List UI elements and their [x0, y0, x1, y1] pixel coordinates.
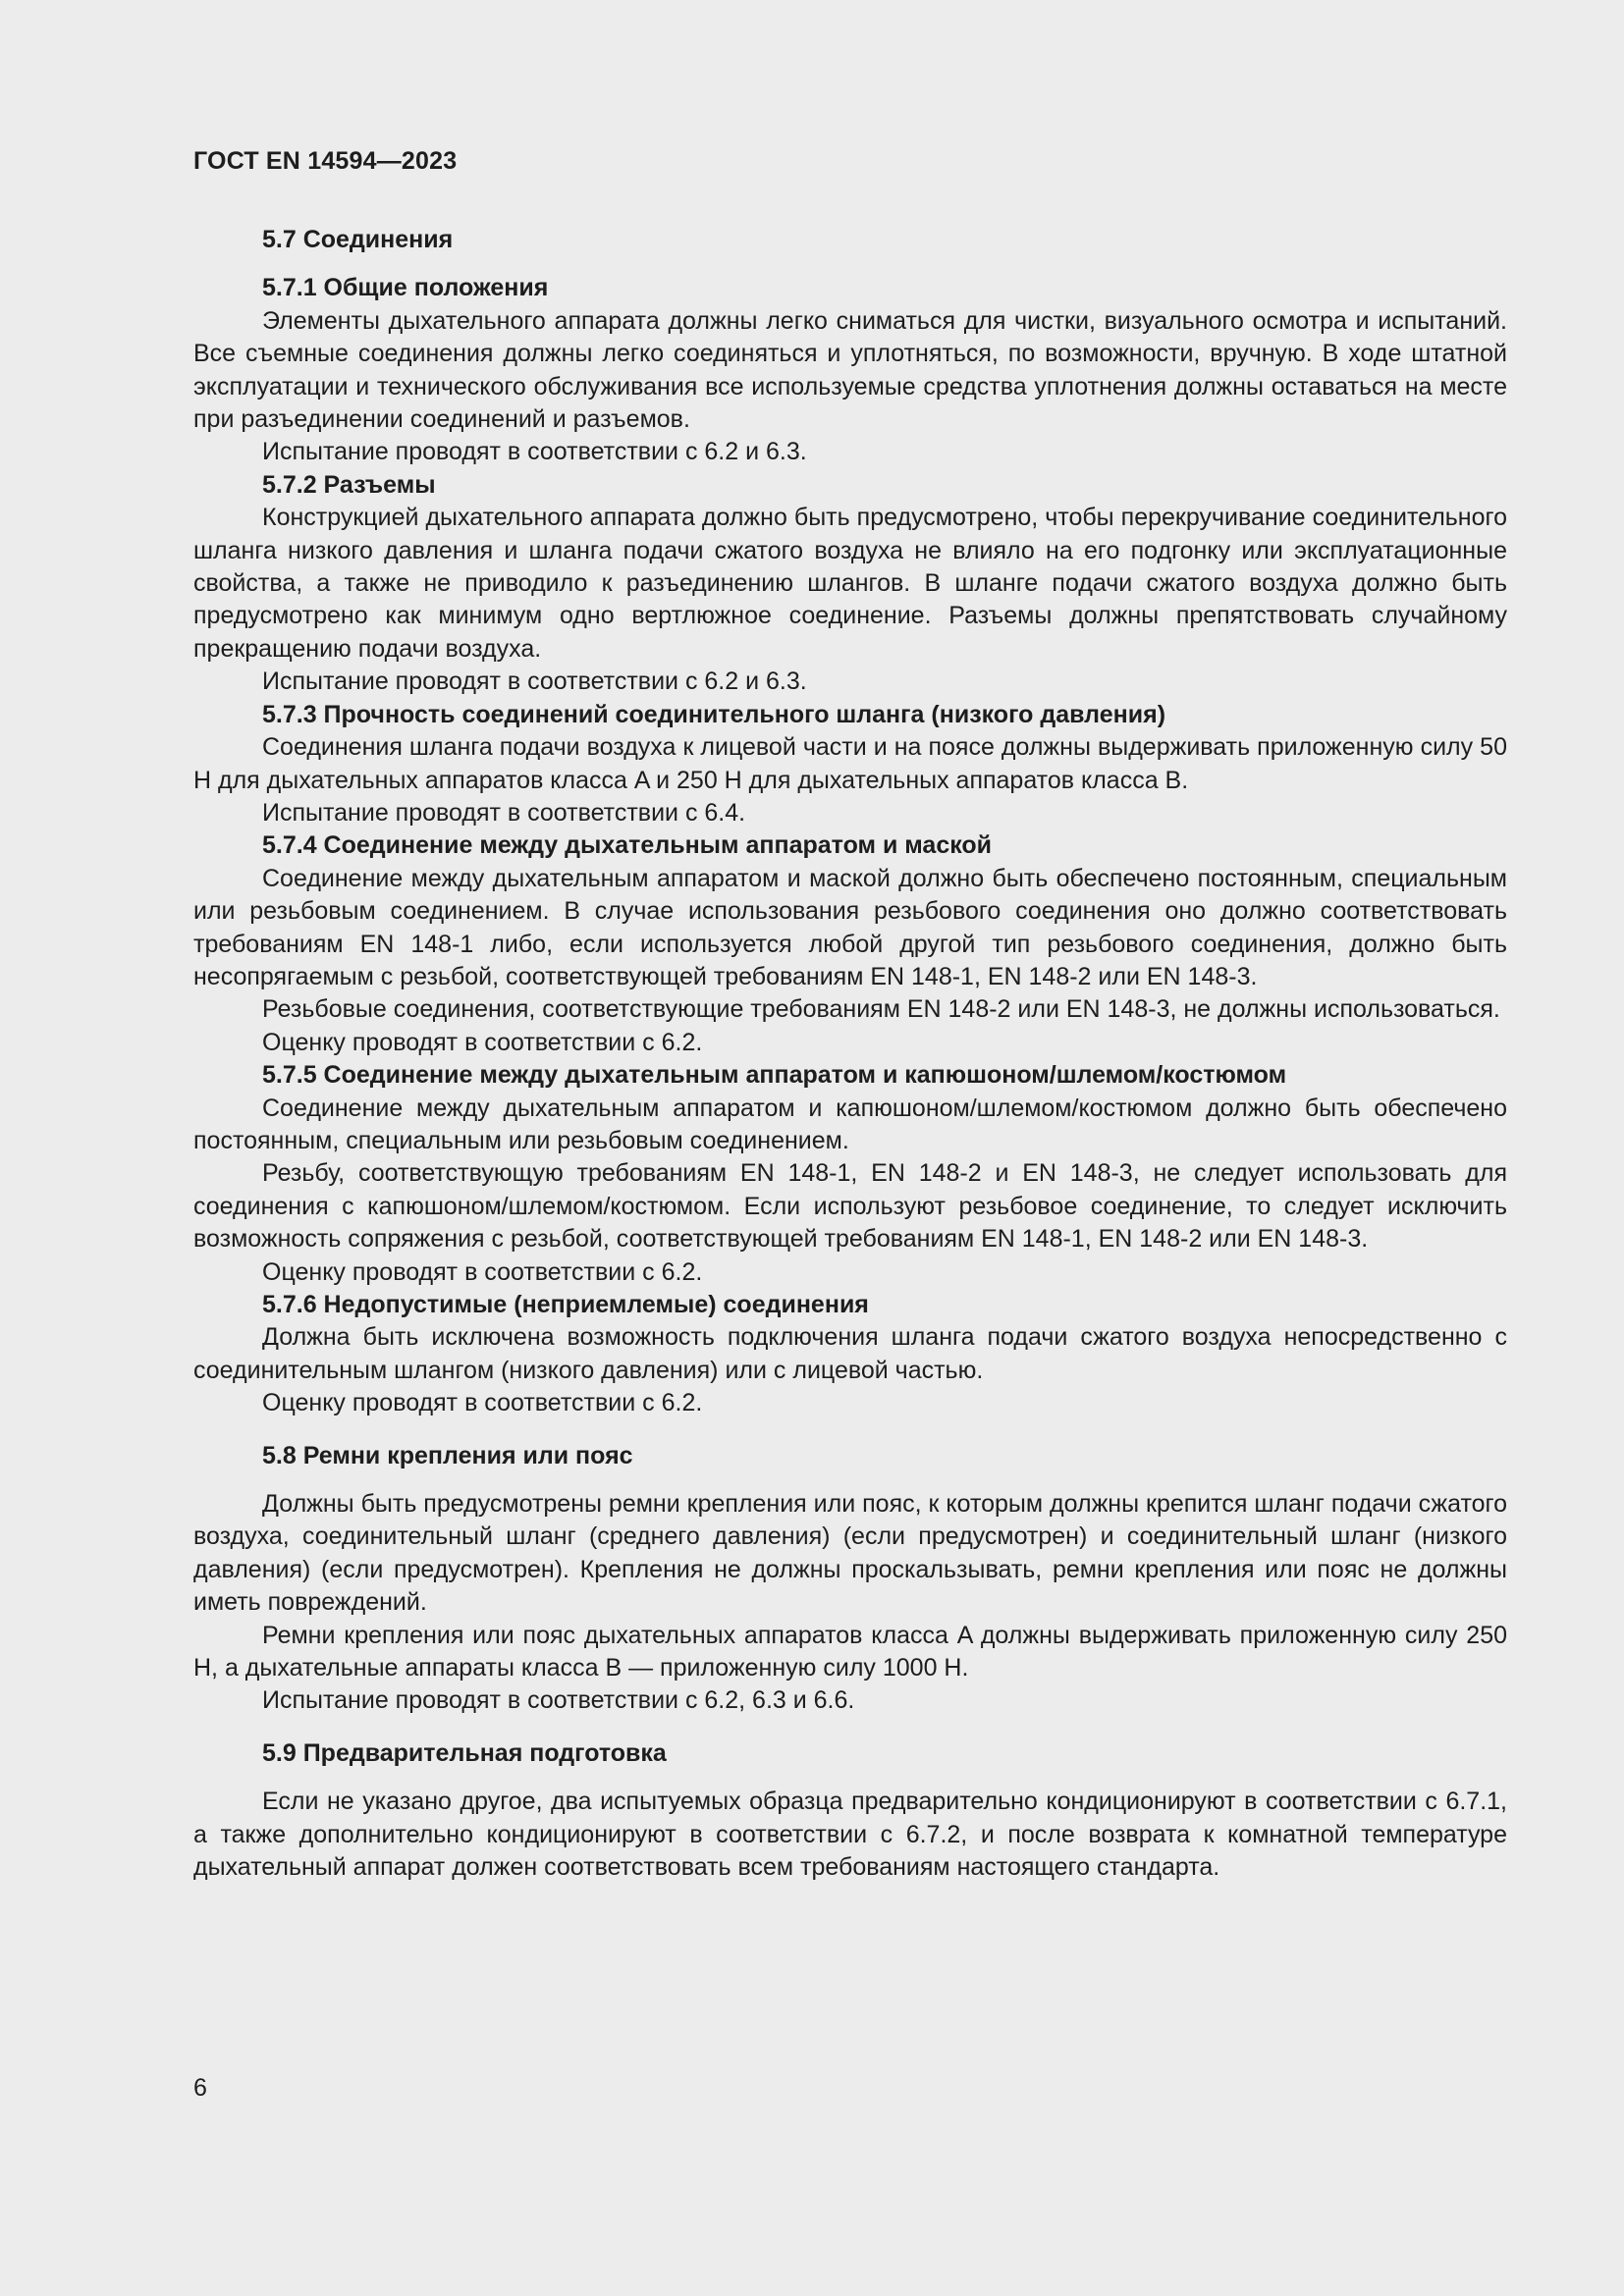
subsection-5-7-3-title: 5.7.3 Прочность соединений соединительного шланга (низкого давления)	[262, 700, 1166, 728]
paragraph: Ремни крепления или пояс дыхательных аппаратов класса A должны выдерживать приложенную силу 250 Н, а дыхательные аппараты класса B — приложенную силу 1000 Н.	[193, 1621, 1507, 1682]
paragraph: Соединение между дыхательным аппаратом и капюшоном/шлемом/костюмом должно быть обеспечено постоянным, специальным или резьбовым соединением.	[193, 1094, 1507, 1154]
paragraph: Резьбу, соответствующую требованиям EN 148-1, EN 148-2 и EN 148-3, не следует использовать для соединения с капюшоном/шлемом/костюмом. Если используют резьбовое соединение, то следует исключить возможность сопряжения с резьбой, соответствующей требованиям EN 148-1, EN 148-2 или EN 148-3.	[193, 1159, 1507, 1254]
paragraph: Элементы дыхательного аппарата должны легко сниматься для чистки, визуального осмотра и испытаний. Все съемные соединения должны легко соединяться и уплотняться, по возможности, вручную. В ходе штатной эксплуатации и технического обслуживания все используемые средства уплотнения должны оставаться на месте при разъединении соединений и разъемов.	[193, 306, 1507, 434]
paragraph: Оценку проводят в соответствии с 6.2.	[262, 1028, 703, 1056]
document-code-header: ГОСТ EN 14594—2023	[193, 147, 458, 175]
paragraph: Испытание проводят в соответствии с 6.2, 6.3 и 6.6.	[262, 1686, 855, 1715]
paragraph: Резьбовые соединения, соответствующие требованиям EN 148-2 или EN 148-3, не должны использоваться.	[262, 995, 1500, 1024]
paragraph: Должны быть предусмотрены ремни крепления или пояс, к которым должны крепится шланг подачи сжатого воздуха, соединительный шланг (среднего давления) (если предусмотрен) и соединительный шланг (низкого давления) (если предусмотрен). Крепления не должны проскальзывать, ремни крепления или пояс не должны иметь повреждений.	[193, 1490, 1508, 1617]
subsection-5-7-4-title: 5.7.4 Соединение между дыхательным аппаратом и маской	[262, 831, 993, 860]
paragraph: Испытание проводят в соответствии с 6.4.	[262, 798, 746, 827]
section-5-7-title: 5.7 Соединения	[262, 226, 454, 253]
document-body	[193, 224, 1507, 1885]
subsection-5-7-2-title: 5.7.2 Разъемы	[262, 470, 436, 499]
paragraph: Оценку проводят в соответствии с 6.2.	[262, 1389, 703, 1417]
page-number: 6	[193, 2074, 207, 2102]
section-5-9-title: 5.9 Предварительная подготовка	[262, 1738, 667, 1767]
paragraph: Испытание проводят в соответствии с 6.2 и 6.3.	[262, 438, 807, 466]
subsection-5-7-6-title: 5.7.6 Недопустимые (неприемлемые) соединения	[262, 1291, 869, 1318]
paragraph: Испытание проводят в соответствии с 6.2 и 6.3.	[262, 667, 807, 696]
paragraph: Должна быть исключена возможность подключения шланга подачи сжатого воздуха непосредственно с соединительным шлангом (низкого давления) или с лицевой частью.	[193, 1323, 1507, 1384]
subsection-5-7-5-title: 5.7.5 Соединение между дыхательным аппаратом и капюшоном/шлемом/костюмом	[262, 1061, 1287, 1090]
paragraph: Соединение между дыхательным аппаратом и маской должно быть обеспечено постоянным, специальным или резьбовым соединением. В случае использования резьбового соединения оно должно соответствовать требованиям EN 148-1 либо, если используется любой другой тип резьбового соединения, должно быть несопрягаемым с резьбой, соответствующей требованиям EN 148-1, EN 148-2 или EN 148-3.	[193, 864, 1507, 990]
paragraph: Соединения шланга подачи воздуха к лицевой части и на поясе должны выдерживать приложенную силу 50 Н для дыхательных аппаратов класса A и 250 Н для дыхательных аппаратов класса B.	[193, 733, 1507, 794]
section-5-8-title: 5.8 Ремни крепления или пояс	[262, 1441, 633, 1469]
paragraph: Оценку проводят в соответствии с 6.2.	[262, 1257, 703, 1286]
subsection-5-7-1-title: 5.7.1 Общие положения	[262, 274, 549, 302]
paragraph: Конструкцией дыхательного аппарата должно быть предусмотрено, чтобы перекручивание соединительного шланга низкого давления и шланга подачи сжатого воздуха не влияло на его подгонку или эксплуатационные свойства, а также не приводило к разъединению шлангов. В шланге подачи сжатого воздуха должно быть предусмотрено как минимум одно вертлюжное соединение. Разъемы должны препятствовать случайному прекращению подачи воздуха.	[193, 504, 1507, 663]
paragraph: Если не указано другое, два испытуемых образца предварительно кондиционируют в соответствии с 6.7.1, а также дополнительно кондиционируют в соответствии с 6.7.2, и после возврата к комнатной температуре дыхательный аппарат должен соответствовать всем требованиям настоящего стандарта.	[193, 1788, 1507, 1882]
